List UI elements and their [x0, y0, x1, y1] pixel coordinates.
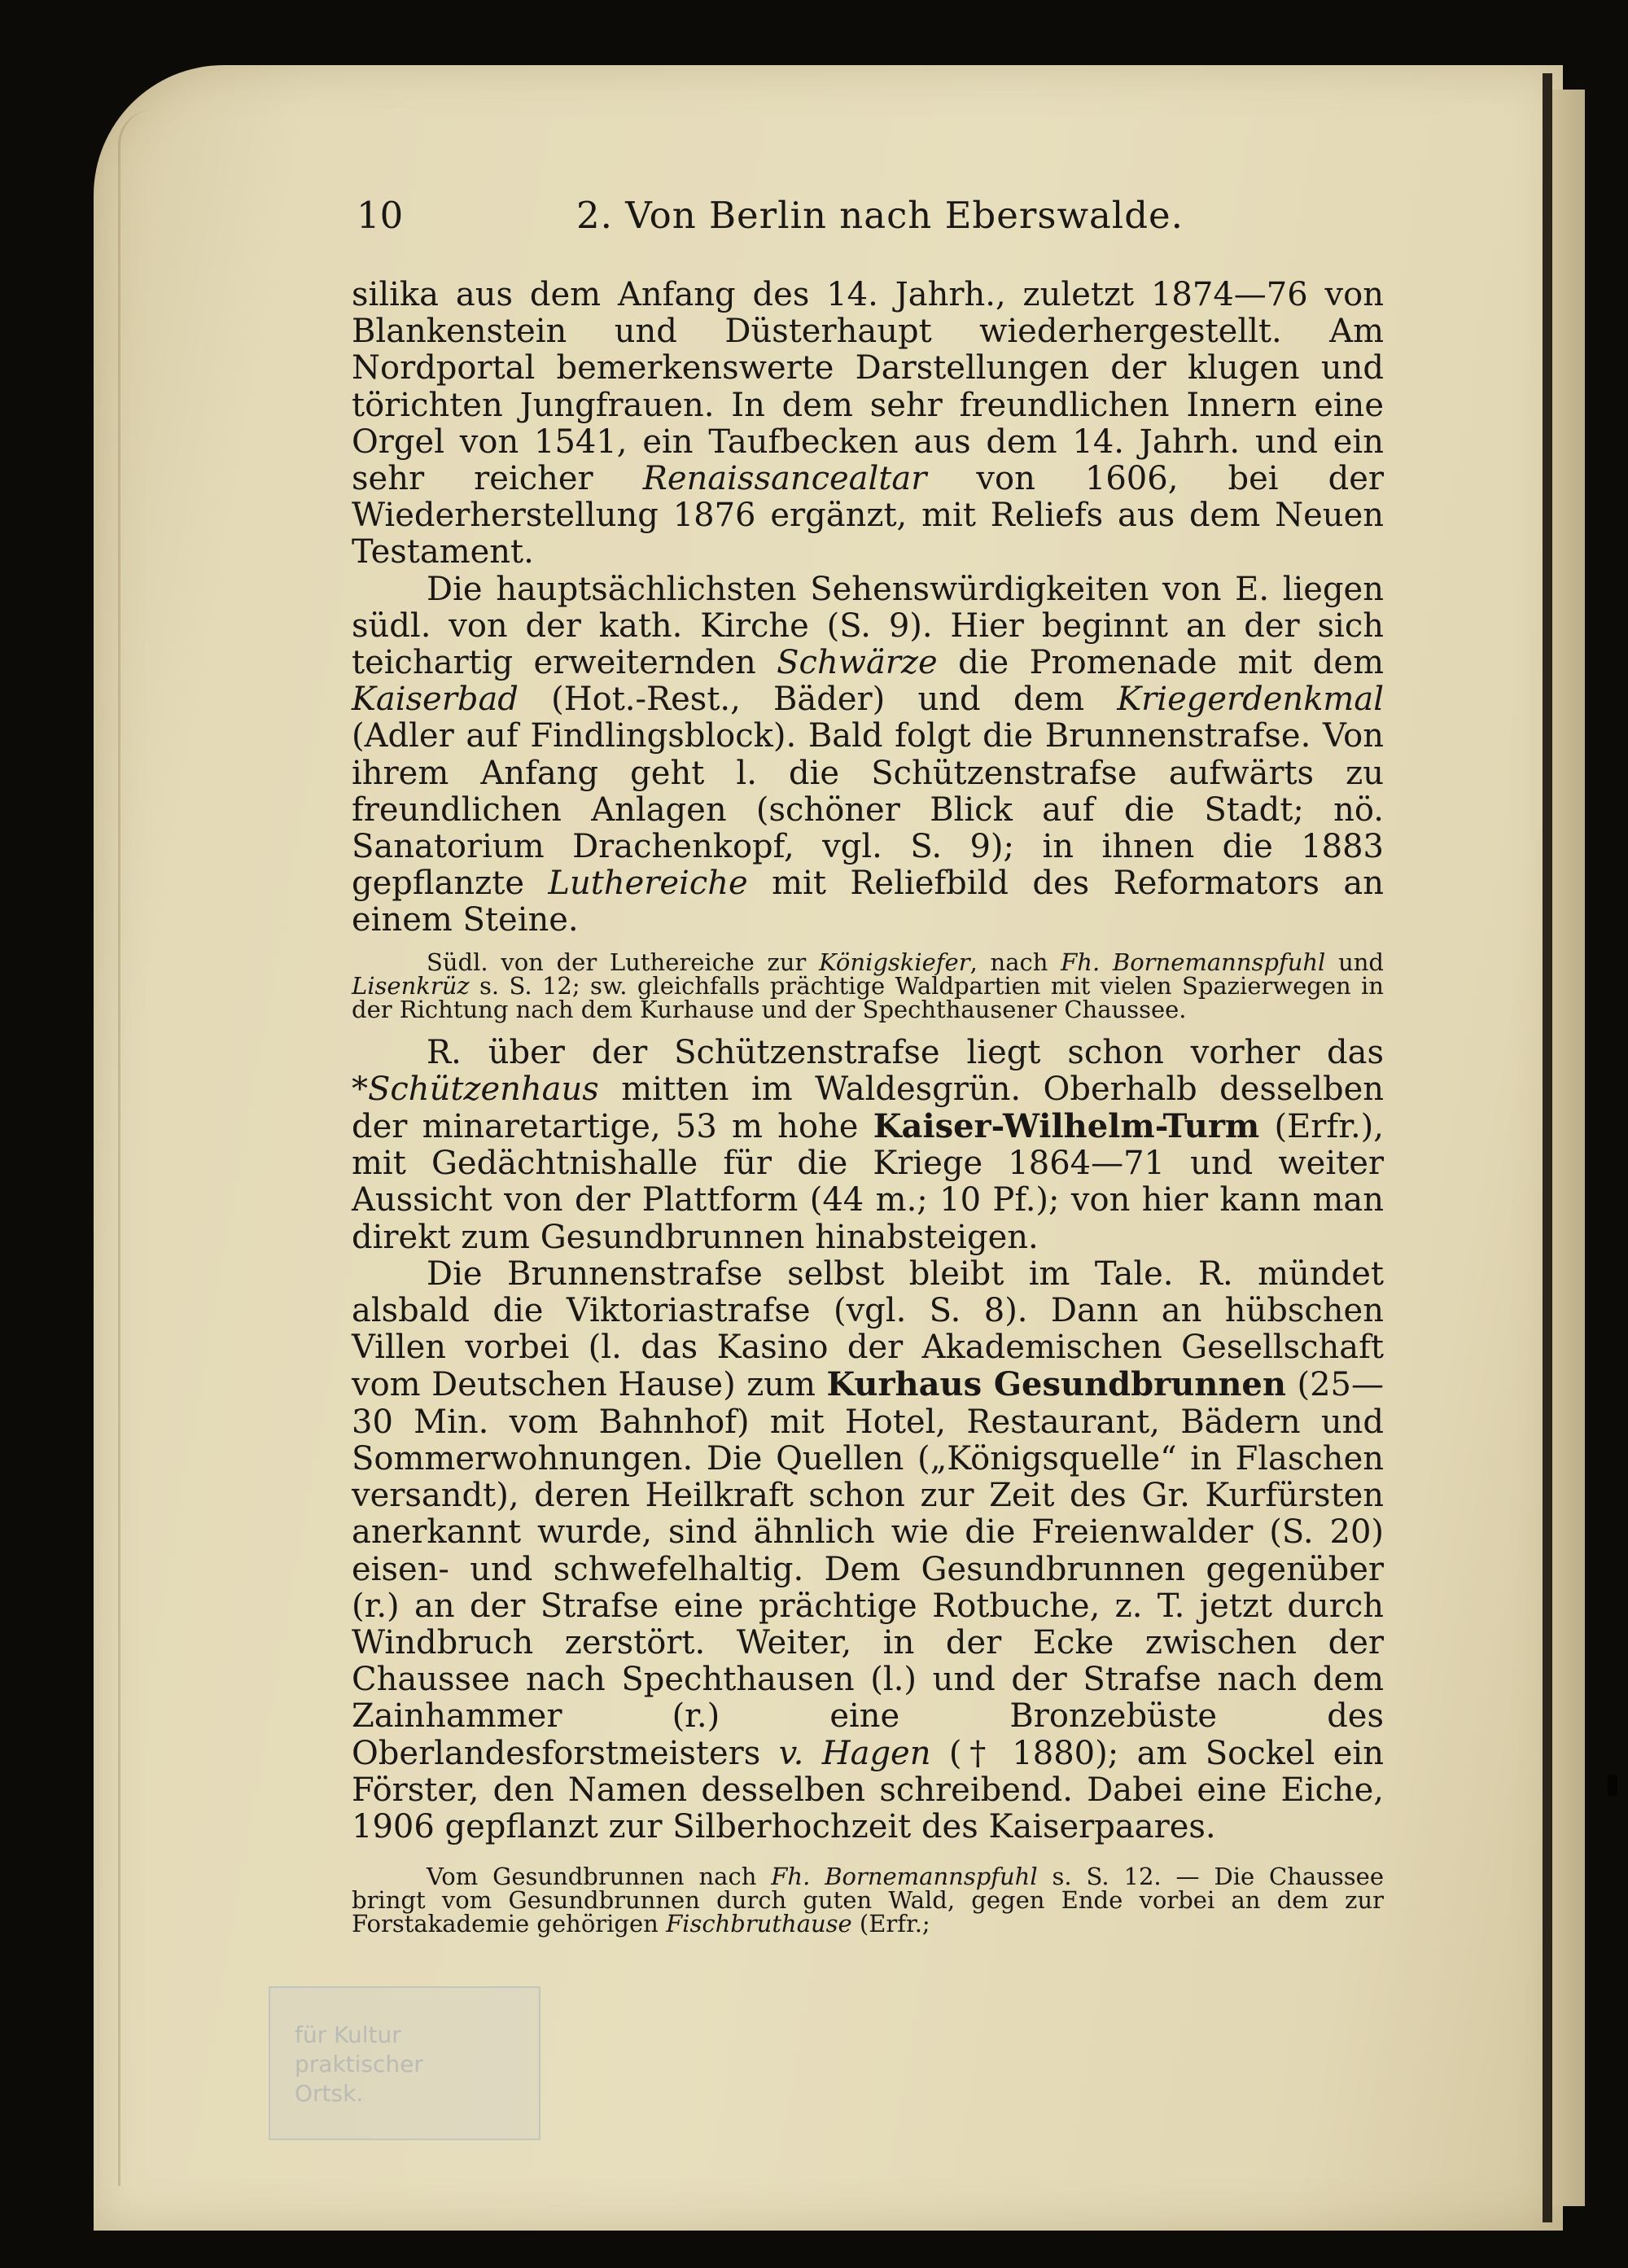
bold-term: Kaiser-Wilhelm-Turm [873, 1107, 1260, 1146]
italic-term: Schützenhaus [368, 1070, 599, 1108]
page-stack-edge [118, 110, 153, 2186]
italic-term: Fh. Bornemannspfuhl [771, 1863, 1038, 1891]
facing-page-edge [1552, 90, 1585, 2206]
text-run: (Erfr.), mit Gedächtnishalle für die Kriege 1864—71 und weiter Aussicht von der Plattform (44 m.; 10 Pf.); von hier kann man direkt zum Gesundbrunnen hinabsteigen. [352, 1108, 1384, 1256]
book-gutter [1543, 73, 1552, 2222]
italic-term: Kriegerdenkmal [1117, 681, 1384, 719]
stamp-line-3: Ortsk. [295, 2080, 364, 2107]
text-run: von 1606, bei der Wiederherstellung 1876 ergänzt, mit Reliefs aus dem Neuen Testament. [352, 460, 1384, 571]
text-run: Vom Gesundbrunnen nach [427, 1863, 772, 1891]
italic-term: Kaiserbad [352, 681, 519, 719]
text-run: Südl. von der Luthereiche zur [427, 948, 820, 976]
text-run: R. über der Schützenstrafse liegt schon vorher das * [352, 1033, 1384, 1108]
text-run: , nach [969, 948, 1061, 976]
text-run: silika aus dem Anfang des 14. Jahrh., zuletzt 1874—76 von Blankenstein und Düsterhaupt wiederhergestellt. Am Nordportal bemerkenswerte Darstellungen der klugen und törichten Jungfrauen. In dem sehr freundlichen Innern eine Orgel von 1541, ein Taufbecken aus dem 14. Jahrh. und ein sehr reicher [352, 276, 1384, 498]
text-run: Die Brunnenstrafse selbst bleibt im Tale. R. mündet alsbald die Viktoriastrafse (vgl. S. 8). Dann an hübschen Villen vorbei (l. das Kasino der Akademischen Gesellschaft vom Deutschen Hause) zum [352, 1254, 1384, 1404]
text-run: mitten im Waldesgrün. Oberhalb desselben der minaretartige, 53 m hohe [352, 1070, 1384, 1146]
note-2 [352, 1865, 1384, 1936]
text-run: († 1880); am Sockel ein Förster, den Namen desselben schreibend. Dabei eine Eiche, 1906 gepflanzt zur Silberhochzeit des Kaiserpaares. [352, 1734, 1384, 1845]
paragraph-3 [352, 1035, 1384, 1256]
library-stamp-text [295, 2021, 423, 2108]
paragraph-1 [352, 277, 1384, 571]
italic-term: v. Hagen [778, 1734, 931, 1772]
paragraph-4 [352, 1256, 1384, 1845]
running-header [357, 194, 1382, 243]
italic-term: Luthereiche [548, 865, 748, 903]
italic-term: Renaissancealtar [642, 460, 927, 498]
text-run: Die hauptsächlichsten Sehenswürdigkeiten von E. liegen südl. von der kath. Kirche (S. 9). Hier beginnt an der sich teichartig erweiternden [352, 570, 1384, 682]
text-run: (Erfr.; [851, 1910, 930, 1938]
bold-term: Kurhaus Gesundbrunnen [826, 1365, 1286, 1404]
text-run: und [1325, 948, 1385, 976]
text-run: (Adler auf Findlingsblock). Bald folgt die Brunnenstrafse. Von ihrem Anfang geht l. die Schützenstrafse aufwärts zu freundlichen Anlagen (schöner Blick auf die Stadt; nö. Sanatorium Drachenkopf, vgl. S. 9); in ihnen die 1883 gepflanzte [352, 717, 1384, 903]
italic-term: Königskiefer [819, 948, 970, 976]
text-run: die Promenade mit dem [937, 644, 1384, 682]
note-1 [352, 948, 1385, 1023]
text-run: s. S. 12; sw. gleichfalls prächtige Waldpartien mit vielen Spazierwegen in der Richtung nach dem Kurhause und der Spechthausener Chaussee. [352, 971, 1384, 1023]
italic-term: Lisenkrüz [352, 971, 470, 1000]
library-stamp [269, 1986, 540, 2140]
margin-mark [1608, 1775, 1617, 1796]
text-run: s. S. 12. — Die Chaussee bringt vom Gesundbrunnen durch guten Wald, gegen Ende vorbei an dem zur Forstakademie gehörigen [352, 1863, 1384, 1938]
italic-term: Fischbruthause [666, 1910, 852, 1938]
paragraph-2 [352, 571, 1384, 939]
italic-term: Schwärze [777, 644, 938, 682]
page-number: 10 [357, 194, 404, 237]
text-run: (25—30 Min. vom Bahnhof) mit Hotel, Restaurant, Bädern und Sommerwohnungen. Die Quellen („Königsquelle“ in Flaschen versandt), deren Heilkraft schon zur Zeit des Gr. Kurfürsten anerkannt wurde, sind ähnlich wie die Freienwalder (S. 20) eisen- und schwefelhaltig. Dem Gesundbrunnen gegenüber (r.) an der Strafse eine prächtige Rotbuche, z. T. jetzt durch Windbruch zerstört. Weiter, in der Ecke zwischen der Chaussee nach Spechthausen (l.) und der Strafse nach dem Zainhammer (r.) eine Bronzebüste des Oberlandesforstmeisters [352, 1366, 1385, 1772]
italic-term: Fh. Bornemannspfuhl [1061, 948, 1326, 976]
body-text [352, 277, 1384, 1949]
chapter-title: 2. Von Berlin nach Eberswalde. [576, 194, 1184, 237]
stamp-line-2: praktischer [295, 2051, 423, 2078]
stamp-line-1: für Kultur [295, 2021, 401, 2048]
text-run: mit Reliefbild des Reformators an einem Steine. [352, 865, 1385, 939]
text-run: (Hot.-Rest., Bäder) und dem [518, 681, 1118, 719]
